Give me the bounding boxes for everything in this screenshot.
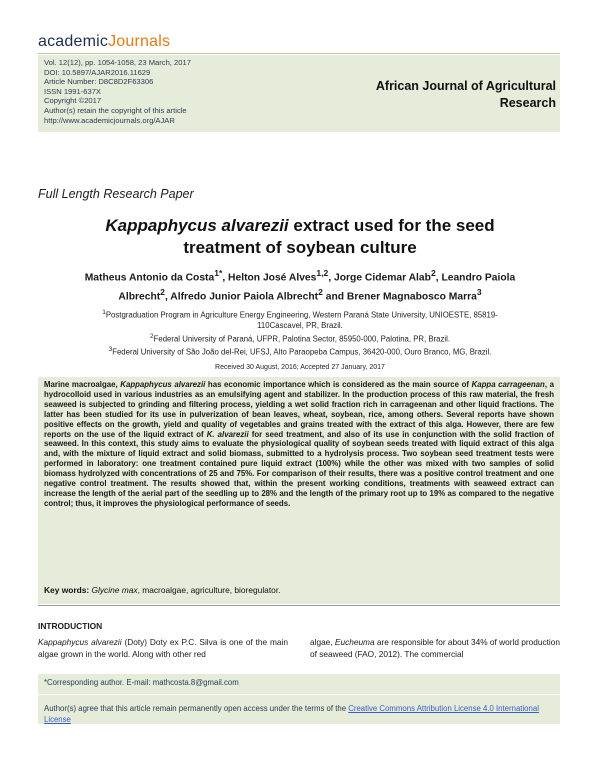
author-name: Matheus Antonio da Costa: [84, 272, 215, 284]
author-sup: 2: [430, 268, 436, 278]
footer-divider: [38, 694, 560, 695]
journal-logo: [38, 33, 170, 51]
intro-left-column: [38, 637, 288, 660]
title-line2: treatment of soybean culture: [183, 238, 417, 257]
abstract-italic: Kappaphycus alvarezii: [120, 380, 206, 389]
abstract-italic: K. alvarezii: [206, 429, 249, 439]
author-sup: 2: [318, 287, 323, 298]
journal-name: [306, 78, 556, 112]
affiliation-1: Postgraduation Program in Agriculture Energy Engineering, Western Paraná State University, UNIOESTE, 85819-: [105, 310, 498, 320]
abstract-part: has economic importance which is considered as the main source of: [205, 380, 472, 389]
affiliation-sup: 2: [149, 332, 154, 340]
section-divider: [38, 605, 560, 606]
author-name: , Helton José Alves: [222, 272, 317, 284]
license-link[interactable]: Creative Commons Attribution License 4.0 International License: [44, 704, 539, 724]
journal-name-line1: African Journal of Agricultural: [375, 79, 556, 93]
keywords-label: Key words:: [44, 585, 90, 595]
author-name: and Brener Magnabosco Marra: [322, 291, 477, 303]
received-dates: Received 30 August, 2016; Accepted 27 January, 2017: [215, 364, 385, 371]
keyword-italic: Glycine max: [91, 585, 138, 595]
affiliation-sup: 1: [102, 309, 106, 316]
affiliation-1-cont: 110Cascavel, PR, Brazil.: [257, 321, 343, 331]
abstract-part: Marine macroalgae,: [44, 380, 121, 389]
paper-title: [50, 215, 550, 259]
logo-part-journals: Journals: [108, 33, 171, 50]
abstract-part: , a hydrocolloid used in various industries as an emulsifying agent and stabilizer. In the production process of this raw material, the fresh seaweed is subjected to grinding and filtering process, yielding a wet solid fraction rich in carrageenan and other liquid fractions. The latter has been studied for its use in pulverization of bean leaves, wheat, soybean, rice, among others. Several reports have shown positive effects on the growth, yield and quality of vegetables and grains treated with the extract of this alga. However, there are few reports on the use of the liquid extract of: [44, 380, 554, 439]
meta-rights: Author(s) retain the copyright of this article: [44, 105, 187, 115]
author-sup: 3: [476, 287, 482, 298]
intro-italic: Eucheuma: [334, 637, 375, 647]
license-notice: [44, 703, 554, 725]
meta-article-number: Article Number: D8C8D2F63306: [44, 77, 154, 87]
keywords: [44, 585, 280, 595]
author-name: , Alfredo Junior Paiola Albrecht: [164, 291, 319, 303]
intro-italic: Kappaphycus alvarezii: [38, 637, 122, 647]
title-species: Kappaphycus alvarezii: [105, 216, 289, 235]
author-list: [52, 266, 548, 305]
article-meta: [44, 58, 191, 125]
affiliation-3: Federal University of São João del-Rei, UFSJ, Alto Paraopeba Campus, 36420-000, Ouro Branco, MG, Brazil.: [112, 347, 492, 357]
intro-text: (Doty) Doty ex P.C. Silva is one of the main algae grown in the world. Along with other red: [38, 637, 288, 659]
meta-url[interactable]: http://www.academicjournals.org/AJAR: [44, 115, 175, 125]
meta-volume: Vol. 12(12), pp. 1054-1058, 23 March, 2017: [44, 58, 191, 67]
corresponding-author: *Corresponding author. E-mail: mathcosta.8@gmail.com: [44, 678, 239, 687]
paper-type: Full Length Research Paper: [38, 187, 194, 201]
affiliation-2: Federal University of Paraná, UFPR, Palotina Sector, 85950-000, Palotina, PR, Brazil.: [153, 334, 451, 344]
intro-text: are responsible for about 34% of world production of seaweed (FAO, 2012). The commercial: [310, 637, 561, 659]
abstract-part: for seed treatment, and also of its use in conjunction with the solid fraction of seaweed. In this context, this study aims to evaluate the physiological quality of soybean seeds treated with liquid extract of this alga and, with the mixture of liquid extract and solid biomass, submitted to a hydrolysis process. Two soybean seed treatment tests were performed in laboratory: one treatment contained pure liquid extract (100%) while the other was mixed with two samples of solid biomass hydrolyzed with concentrations of 25 and 75%. For comparison of their results, there was a positive control treatment and one negative control treatment. The results showed that, within the present working conditions, treatments with seaweed extract can increase the length of the aerial part of the seedling up to 28% and the length of the primary root up to 19% as compared to the negative control; thus, it improves the physiological performance of seeds.: [44, 429, 555, 508]
abstract-italic: Kappa carrageenan: [471, 380, 545, 389]
author-sup: 1,2: [316, 268, 329, 278]
logo-part-academic: academic: [38, 33, 109, 50]
meta-doi: DOI: 10.5897/AJAR2016.11629: [44, 67, 151, 77]
affiliations: [42, 308, 558, 358]
author-name: , Jorge Cidemar Alab: [328, 272, 431, 284]
meta-copyright: Copyright ©2017: [44, 96, 102, 106]
author-name: Albrecht: [118, 291, 161, 303]
author-sup: 2: [160, 287, 165, 298]
meta-issn: ISSN 1991-637X: [44, 86, 101, 96]
title-rest-line1: extract used for the seed: [288, 216, 495, 235]
affiliation-sup: 3: [108, 345, 113, 353]
author-sup: 1*: [214, 268, 223, 278]
keywords-rest: , macroalgae, agriculture, bioregulator.: [137, 585, 281, 595]
author-name: , Leandro Paiola: [435, 272, 516, 284]
intro-right-column: [310, 637, 560, 660]
section-heading-introduction: INTRODUCTION: [38, 621, 103, 631]
abstract-text: [44, 380, 554, 509]
journal-name-line2: Research: [499, 96, 556, 110]
header-divider: [38, 53, 560, 54]
license-text: Author(s) agree that this article remain permanently open access under the terms of the: [44, 704, 349, 713]
intro-text: algae,: [310, 637, 335, 647]
